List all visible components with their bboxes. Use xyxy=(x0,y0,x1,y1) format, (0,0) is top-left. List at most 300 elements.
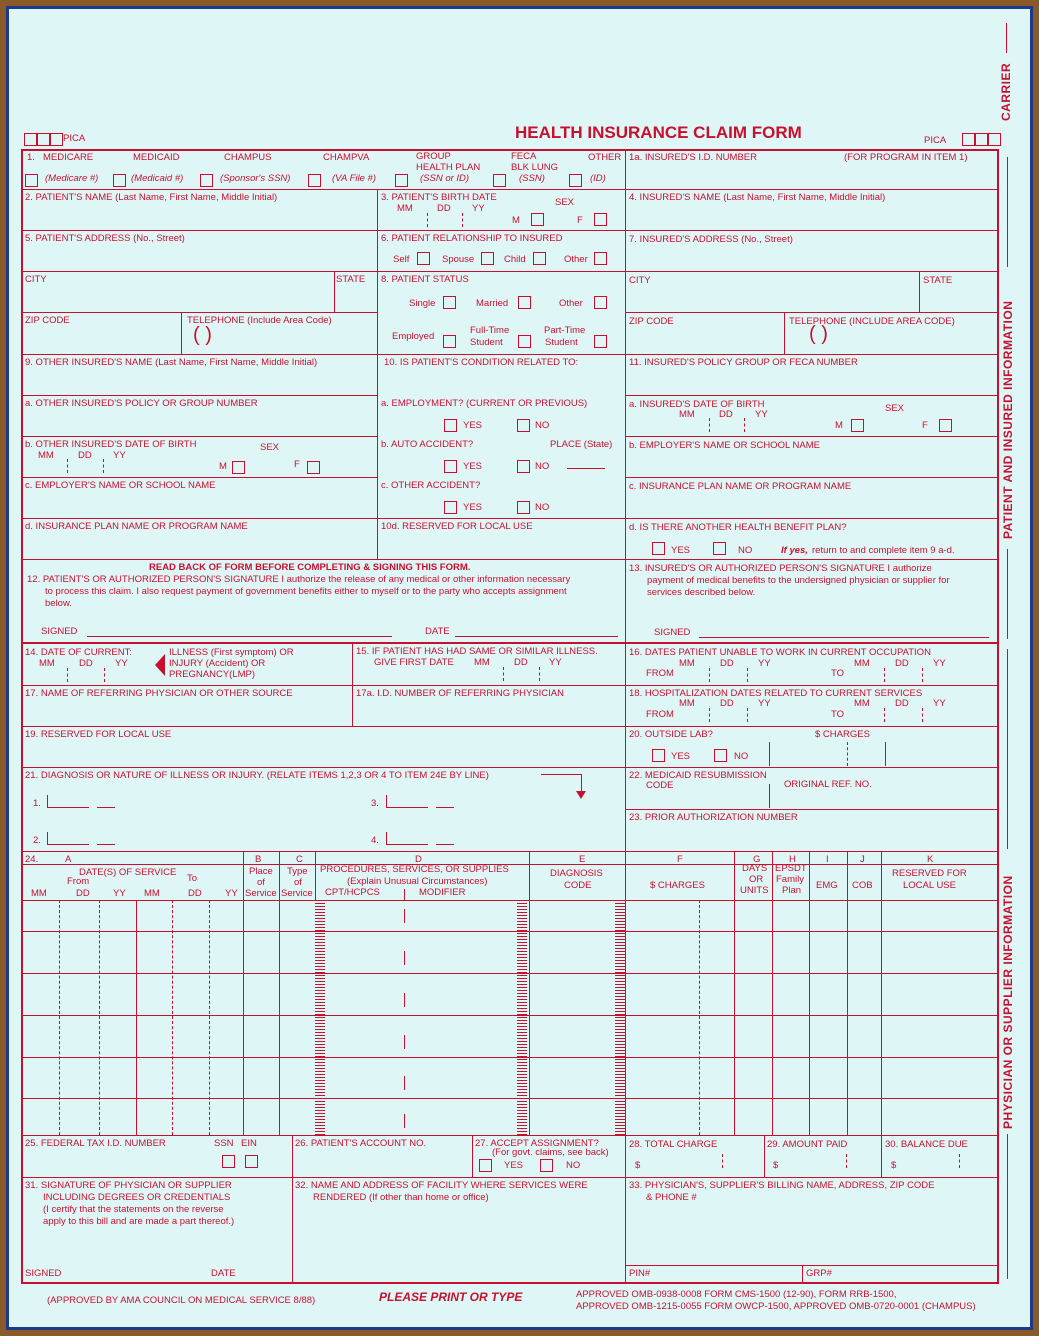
field-label: YES xyxy=(671,545,691,556)
form-rule xyxy=(21,900,997,901)
field-label: MM xyxy=(854,658,870,669)
field-label: Service xyxy=(245,888,277,899)
form-rule xyxy=(517,900,527,1135)
form-rule xyxy=(884,708,885,722)
patient-sex-f-checkbox[interactable] xyxy=(594,213,607,226)
field-label: EPSDT xyxy=(775,863,807,874)
form-rule xyxy=(67,459,68,473)
field-label: CODE xyxy=(564,880,592,891)
form-rule xyxy=(21,477,377,478)
form-rule xyxy=(436,807,454,808)
field-label: DD xyxy=(78,450,92,461)
form-rule xyxy=(386,795,387,807)
field-label: Other xyxy=(564,254,588,265)
form-rule xyxy=(97,844,115,845)
form-rule xyxy=(772,851,773,1135)
field-label: SEX xyxy=(885,403,905,414)
arrow-down-icon xyxy=(576,791,586,799)
form-rule xyxy=(404,1076,405,1090)
federal-tax-id-label: 25. FEDERAL TAX I.D. NUMBER xyxy=(25,1138,166,1149)
field-label: YY xyxy=(472,203,485,214)
form-rule xyxy=(764,1135,765,1177)
feca-checkbox[interactable] xyxy=(493,174,506,187)
field-label: B xyxy=(255,854,262,865)
form-rule xyxy=(539,667,540,681)
field-label: MM xyxy=(31,888,47,899)
form-rule xyxy=(136,900,137,1135)
print-instruction: PLEASE PRINT OR TYPE xyxy=(379,1290,523,1304)
field-label: DD xyxy=(76,888,90,899)
form-rule xyxy=(709,418,710,432)
physician-signature-label: 31. SIGNATURE OF PHYSICIAN OR SUPPLIER xyxy=(25,1180,232,1191)
field-label: YY xyxy=(225,888,238,899)
field-label: apply to this bill and are made a part thereof.) xyxy=(43,1216,235,1227)
field-label: FROM xyxy=(646,668,674,679)
auto-accident-yes-checkbox[interactable] xyxy=(444,460,457,473)
accept-assignment-yes-checkbox[interactable] xyxy=(479,1159,492,1172)
field-label: $ xyxy=(635,1160,641,1171)
relationship-label: 6. PATIENT RELATIONSHIP TO INSURED xyxy=(381,233,563,244)
field-label: (FOR PROGRAM IN ITEM 1) xyxy=(844,152,968,163)
field-label: GIVE FIRST DATE xyxy=(374,657,454,668)
field-label: c. EMPLOYER'S NAME OR SCHOOL NAME xyxy=(25,480,216,491)
medicare-label: MEDICARE xyxy=(43,152,94,163)
form-rule xyxy=(503,667,504,681)
field-label: 27. ACCEPT ASSIGNMENT? xyxy=(475,1138,599,1149)
group-checkbox[interactable] xyxy=(395,174,408,187)
form-rule xyxy=(21,1098,997,1099)
form-rule xyxy=(404,889,405,900)
status-married-checkbox[interactable] xyxy=(518,296,531,309)
form-rule xyxy=(615,900,625,1135)
form-rule xyxy=(21,1135,997,1136)
outside-lab-yes-checkbox[interactable] xyxy=(652,749,665,762)
field-label: $ CHARGES xyxy=(815,729,870,740)
field-label: (Medicare #) xyxy=(45,173,99,184)
form-rule xyxy=(581,774,582,792)
field-label: YY xyxy=(933,698,946,709)
field-label: Student xyxy=(545,337,578,348)
field-label: DD xyxy=(719,409,733,420)
form-rule xyxy=(279,851,280,1135)
form-rule xyxy=(21,726,997,727)
field-label: (Sponsor's SSN) xyxy=(220,173,291,184)
form-rule xyxy=(87,636,392,637)
another-plan-no-checkbox[interactable] xyxy=(713,542,726,555)
field-label: M xyxy=(219,461,227,472)
other-accident-yes-checkbox[interactable] xyxy=(444,501,457,514)
medicaid-checkbox[interactable] xyxy=(113,174,126,187)
field-label: of xyxy=(294,877,302,888)
field-label: 19. RESERVED FOR LOCAL USE xyxy=(25,729,172,740)
ama-approval-text: (APPROVED BY AMA COUNCIL ON MEDICAL SERVICE 8/88) xyxy=(47,1295,316,1306)
field-label: SEX xyxy=(555,197,575,208)
field-label: From xyxy=(67,876,90,887)
form-rule xyxy=(699,900,700,1135)
field-label: ( ) xyxy=(193,324,212,346)
form-rule xyxy=(709,708,710,722)
field-label: (I certify that the statements on the reverse xyxy=(43,1204,224,1215)
field-label: DD xyxy=(188,888,202,899)
form-rule xyxy=(352,642,353,726)
form-rule xyxy=(21,518,997,519)
field-label: MM xyxy=(679,658,695,669)
field-label: APPROVED OMB-0938-0008 FORM CMS-1500 (12-90), FORM RRB-1500, xyxy=(576,1289,897,1300)
field-label: 23. PRIOR AUTHORIZATION NUMBER xyxy=(629,812,798,823)
field-label: Family xyxy=(776,874,804,885)
field-label: EIN xyxy=(241,1138,257,1149)
form-rule xyxy=(377,189,378,559)
form-rule xyxy=(427,213,428,227)
form-rule xyxy=(769,784,770,808)
form-rule xyxy=(881,851,882,1135)
pica-right-box[interactable] xyxy=(962,133,975,146)
auto-accident-no-checkbox[interactable] xyxy=(517,460,530,473)
form-rule xyxy=(809,851,810,1135)
date-current-label: 14. DATE OF CURRENT: xyxy=(25,647,132,658)
form-rule xyxy=(404,951,405,965)
field-label: 1. xyxy=(27,152,35,163)
champus-checkbox[interactable] xyxy=(200,174,213,187)
form-rule xyxy=(47,844,89,845)
form-rule xyxy=(734,851,735,1135)
field-label: K xyxy=(927,854,934,865)
field-label: $ xyxy=(773,1160,779,1171)
patient-name-label: 2. PATIENT'S NAME (Last Name, First Name, Middle Initial) xyxy=(25,192,278,203)
field-label: F xyxy=(577,215,583,226)
field-label: YY xyxy=(549,657,562,668)
form-rule xyxy=(21,851,997,852)
status-other-checkbox[interactable] xyxy=(594,296,607,309)
field-label: Type xyxy=(287,866,308,877)
form-rule xyxy=(47,832,48,844)
form-rule xyxy=(472,1135,473,1177)
form-rule xyxy=(625,559,997,560)
form-sheet xyxy=(6,6,1033,1330)
form-rule xyxy=(292,1135,293,1282)
form-rule xyxy=(21,767,997,768)
form-rule xyxy=(625,312,997,313)
form-rule xyxy=(455,636,618,637)
status-employed-checkbox[interactable] xyxy=(443,335,456,348)
relationship-spouse-checkbox[interactable] xyxy=(481,252,494,265)
form-rule xyxy=(21,1282,999,1284)
form-rule xyxy=(884,668,885,682)
form-rule xyxy=(99,900,100,1135)
field-label: YY xyxy=(755,409,768,420)
field-label: DD xyxy=(895,698,909,709)
field-label: LOCAL USE xyxy=(903,880,956,891)
field-label: M xyxy=(835,420,843,431)
field-label: PROCEDURES, SERVICES, OR SUPPLIES xyxy=(320,864,509,875)
form-rule xyxy=(386,807,428,808)
field-label: Employed xyxy=(392,331,435,342)
pica-left-box[interactable] xyxy=(50,133,63,146)
form-rule xyxy=(846,1154,847,1168)
field-label: DATE(S) OF SERVICE xyxy=(79,867,177,878)
field-label: 18. HOSPITALIZATION DATES RELATED TO CURRENT SERVICES xyxy=(629,688,923,699)
form-rule xyxy=(722,1154,723,1168)
field-label: 17a. I.D. NUMBER OF REFERRING PHYSICIAN xyxy=(356,688,564,699)
outside-lab-no-checkbox[interactable] xyxy=(714,749,727,762)
field-label: To xyxy=(187,873,198,884)
field-label: M xyxy=(512,215,520,226)
other-insured-sex-m-checkbox[interactable] xyxy=(232,461,245,474)
field-label: ( ) xyxy=(809,323,828,345)
form-rule xyxy=(21,189,997,190)
field-label: (SSN) xyxy=(519,173,545,184)
patient-arrow-top xyxy=(1007,157,1008,267)
field-label: YES xyxy=(504,1160,524,1171)
field-label: 28. TOTAL CHARGE xyxy=(629,1139,718,1150)
pica-left-box[interactable] xyxy=(24,133,37,146)
field-label: INJURY (Accident) OR xyxy=(169,658,266,669)
field-label: below. xyxy=(45,598,72,609)
field-label: OR xyxy=(749,874,764,885)
birth-date-label: 3. PATIENT'S BIRTH DATE xyxy=(381,192,497,203)
field-label: YY xyxy=(758,658,771,669)
field-label: (For govt. claims, see back) xyxy=(492,1147,609,1158)
field-label: DAYS xyxy=(742,863,768,874)
form-rule xyxy=(784,312,785,354)
field-label: 1. xyxy=(33,798,41,809)
field-label: DD xyxy=(514,657,528,668)
field-label: d. INSURANCE PLAN NAME OR PROGRAM NAME xyxy=(25,521,248,532)
field-label: YY xyxy=(113,888,126,899)
form-rule xyxy=(625,395,997,396)
field-label: C xyxy=(296,854,303,865)
patient-arrow-bottom xyxy=(1007,549,1008,639)
accept-assignment-no-checkbox[interactable] xyxy=(540,1159,553,1172)
medicaid-label: MEDICAID xyxy=(133,152,180,163)
form-rule xyxy=(21,149,999,151)
form-rule xyxy=(47,795,48,807)
field-label: 24. xyxy=(25,854,39,865)
field-label: ILLNESS (First symptom) OR xyxy=(169,647,294,658)
field-label: GRP# xyxy=(806,1268,832,1279)
pica-left-box[interactable] xyxy=(37,133,50,146)
form-rule xyxy=(21,931,997,932)
form-rule xyxy=(922,668,923,682)
field-label: YES xyxy=(463,420,483,431)
field-label: G xyxy=(753,854,761,865)
form-rule xyxy=(21,864,997,865)
field-label: DD xyxy=(895,658,909,669)
form-rule xyxy=(21,642,999,644)
form-rule xyxy=(997,149,999,1282)
field-label: F xyxy=(294,459,300,470)
field-label: CPT/HCPCS xyxy=(325,887,380,898)
field-label: SIGNED xyxy=(654,627,691,638)
field-label: 4. xyxy=(371,835,379,846)
pica-left-label: PICA xyxy=(63,133,86,144)
field-label: (SSN or ID) xyxy=(420,173,470,184)
pica-right-box[interactable] xyxy=(975,133,988,146)
field-label: FECA xyxy=(511,151,537,162)
field-label: DIAGNOSIS xyxy=(550,868,603,879)
field-label: return to and complete item 9 a-d. xyxy=(812,545,955,556)
field-label: RENDERED (If other than home or office) xyxy=(313,1192,489,1203)
champva-checkbox[interactable] xyxy=(308,174,321,187)
form-rule xyxy=(881,1135,882,1177)
field-label: & PHONE # xyxy=(646,1192,697,1203)
form-rule xyxy=(21,312,377,313)
patient-section-label: PATIENT AND INSURED INFORMATION xyxy=(1001,300,1015,539)
physician-section-label: PHYSICIAN OR SUPPLIER INFORMATION xyxy=(1001,875,1015,1129)
field-label: E xyxy=(579,854,586,865)
employment-no-checkbox[interactable] xyxy=(517,419,530,432)
form-rule xyxy=(709,668,710,682)
field-label: YES xyxy=(463,502,483,513)
field-label: HEALTH PLAN xyxy=(416,162,481,173)
facility-address-label: 32. NAME AND ADDRESS OF FACILITY WHERE SERVICES WERE xyxy=(295,1180,588,1191)
field-label: Part-Time xyxy=(544,325,586,336)
form-title: HEALTH INSURANCE CLAIM FORM xyxy=(515,123,802,142)
field-label: MM xyxy=(474,657,490,668)
form-rule xyxy=(21,230,997,231)
field-label: DD xyxy=(79,658,93,669)
medicare-checkbox[interactable] xyxy=(25,174,38,187)
champus-label: CHAMPUS xyxy=(224,152,272,163)
form-rule xyxy=(747,708,748,722)
field-label: RESERVED FOR xyxy=(892,868,967,879)
field-label: OTHER xyxy=(588,152,622,163)
field-label: STATE xyxy=(336,274,366,285)
form-rule xyxy=(919,271,920,312)
status-single-checkbox[interactable] xyxy=(443,296,456,309)
relationship-child-checkbox[interactable] xyxy=(533,252,546,265)
field-label: Married xyxy=(476,298,509,309)
field-label: Child xyxy=(504,254,526,265)
field-label: SSN xyxy=(214,1138,234,1149)
read-back-notice: READ BACK OF FORM BEFORE COMPLETING & SIGNING THIS FORM. xyxy=(149,562,471,573)
form-rule xyxy=(315,900,325,1135)
telephone-label: TELEPHONE (Include Area Code) xyxy=(187,315,332,326)
policy-group-label: 11. INSURED'S POLICY GROUP OR FECA NUMBER xyxy=(629,357,858,368)
form-rule xyxy=(541,774,581,775)
field-label: 30. BALANCE DUE xyxy=(885,1139,968,1150)
field-label: TELEPHONE (INCLUDE AREA CODE) xyxy=(789,316,955,327)
field-label: Service xyxy=(281,888,313,899)
field-label: CITY xyxy=(25,274,47,285)
field-label: MM xyxy=(39,658,55,669)
field-label: ZIP CODE xyxy=(25,315,70,326)
pica-right-label: PICA xyxy=(924,135,947,146)
field-label: NO xyxy=(738,545,753,556)
field-label: YY xyxy=(933,658,946,669)
field-label: (ID) xyxy=(590,173,606,184)
form-rule xyxy=(104,668,105,682)
form-rule xyxy=(243,851,244,1135)
field-label: DD xyxy=(720,698,734,709)
status-parttime-checkbox[interactable] xyxy=(594,335,607,348)
form-rule xyxy=(625,1265,997,1266)
field-label: MODIFIER xyxy=(419,887,466,898)
employment-yes-checkbox[interactable] xyxy=(444,419,457,432)
form-rule xyxy=(59,900,60,1135)
field-label: of xyxy=(257,877,265,888)
field-label: Place xyxy=(249,866,273,877)
field-label: FROM xyxy=(646,709,674,720)
pica-right-box[interactable] xyxy=(988,133,1001,146)
field-label: 29. AMOUNT PAID xyxy=(767,1139,848,1150)
field-label: DD xyxy=(437,203,451,214)
field-label: 3. xyxy=(371,798,379,809)
field-label: NO xyxy=(566,1160,581,1171)
field-label: 15. IF PATIENT HAS HAD SAME OR SIMILAR ILLNESS. xyxy=(356,646,598,657)
form-rule xyxy=(21,436,377,437)
field-label: TO xyxy=(831,668,845,679)
field-label: MM xyxy=(679,698,695,709)
field-label: SIGNED xyxy=(25,1268,62,1279)
field-label: $ xyxy=(891,1160,897,1171)
field-label: PIN# xyxy=(629,1268,651,1279)
ein-checkbox[interactable] xyxy=(245,1155,258,1168)
form-rule xyxy=(404,993,405,1007)
form-rule xyxy=(404,909,405,923)
form-rule xyxy=(334,271,335,312)
insured-sex-f-checkbox[interactable] xyxy=(939,419,952,432)
other-insured-sex-f-checkbox[interactable] xyxy=(307,461,320,474)
field-label: b. OTHER INSURED'S DATE OF BIRTH xyxy=(25,439,197,450)
ssn-checkbox[interactable] xyxy=(222,1155,235,1168)
status-fulltime-checkbox[interactable] xyxy=(518,335,531,348)
form-rule xyxy=(21,685,997,686)
form-rule xyxy=(209,900,210,1135)
form-rule xyxy=(885,742,886,766)
field-label: Single xyxy=(409,298,436,309)
field-label: d. IS THERE ANOTHER HEALTH BENEFIT PLAN? xyxy=(629,522,847,533)
condition-related-label: 10. IS PATIENT'S CONDITION RELATED TO: xyxy=(384,357,579,368)
form-rule xyxy=(21,1015,997,1016)
form-rule xyxy=(847,742,848,766)
insured-sex-m-checkbox[interactable] xyxy=(851,419,864,432)
billing-name-label: 33. PHYSICIAN'S, SUPPLIER'S BILLING NAME, ADDRESS, ZIP CODE xyxy=(629,1180,935,1191)
relationship-other-checkbox[interactable] xyxy=(594,252,607,265)
another-plan-yes-checkbox[interactable] xyxy=(652,542,665,555)
field-label: J xyxy=(860,854,865,865)
form-rule xyxy=(529,851,530,1135)
field-label: NO xyxy=(535,420,550,431)
field-label: CITY xyxy=(629,275,651,286)
field-label: YY xyxy=(113,450,126,461)
form-rule xyxy=(462,213,463,227)
field-label: APPROVED OMB-1215-0055 FORM OWCP-1500, APPROVED OMB-0720-0001 (CHAMPUS) xyxy=(576,1301,976,1312)
form-rule xyxy=(21,271,997,272)
carrier-label: CARRIER xyxy=(999,62,1013,121)
form-rule xyxy=(172,900,173,1135)
relationship-self-checkbox[interactable] xyxy=(417,252,430,265)
field-label: DATE xyxy=(211,1268,236,1279)
field-label: YY xyxy=(115,658,128,669)
form-rule xyxy=(625,149,626,1282)
field-label: to process this claim. I also request payment of government benefits either to myself or to the party who accepts assignment xyxy=(45,586,567,597)
field-label: 13. INSURED'S OR AUTHORIZED PERSON'S SIGNATURE I authorize xyxy=(629,563,932,574)
field-label: a. EMPLOYMENT? (CURRENT OR PREVIOUS) xyxy=(381,398,588,409)
form-rule xyxy=(21,559,625,560)
signature-authorization-text: 12. PATIENT'S OR AUTHORIZED PERSON'S SIGNATURE I authorize the release of any medical or other information necessary xyxy=(27,574,571,585)
form-rule xyxy=(386,832,387,844)
other-checkbox[interactable] xyxy=(569,174,582,187)
field-label: MM xyxy=(144,888,160,899)
other-accident-no-checkbox[interactable] xyxy=(517,501,530,514)
patient-sex-m-checkbox[interactable] xyxy=(531,213,544,226)
form-rule xyxy=(802,1265,803,1282)
field-label: c. OTHER ACCIDENT? xyxy=(381,480,481,491)
field-label: INCLUDING DEGREES OR CREDENTIALS xyxy=(43,1192,231,1203)
form-rule xyxy=(21,395,377,396)
field-label: H xyxy=(789,854,796,865)
